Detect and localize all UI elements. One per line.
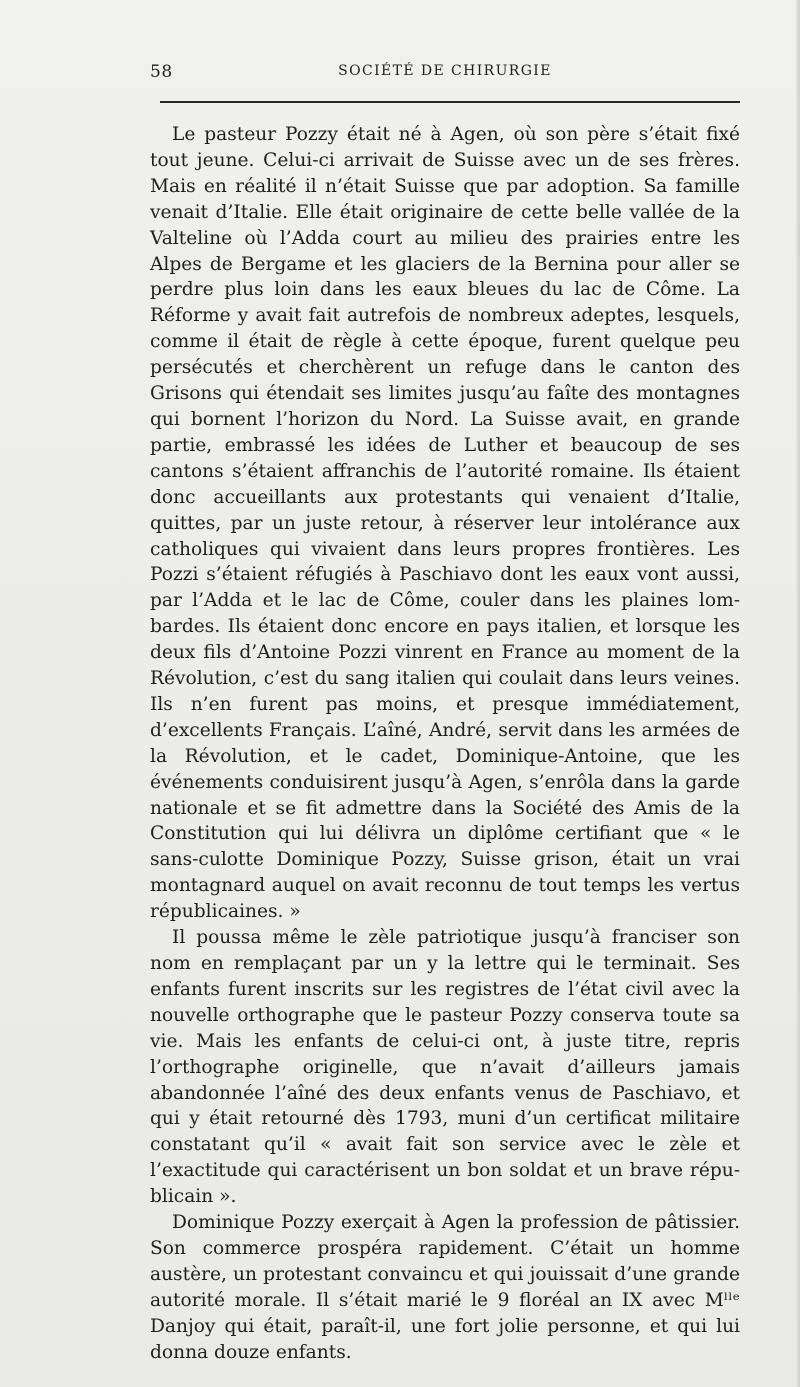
page-header xyxy=(150,62,740,88)
paragraph: Dominique Pozzy exerçait à Agen la profession de pâtissier. Son commerce prospéra rapidement. C’était un homme austère, un protestant convaincu et qui jouissait d’une grande autorité morale. Il s’était marié le 9 floréal an IX avec Mˡˡᵉ Danjoy qui était, paraît-il, une fort jolie personne, et qui lui donna douze enfants. xyxy=(150,1212,740,1363)
page-number: 58 xyxy=(150,62,173,82)
page-edge-shadow xyxy=(796,0,800,1387)
paragraph: Il poussa même le zèle patriotique jusqu’à franciser son nom en remplaçant par un y la lettre qui le terminait. Ses enfants furent inscrits sur les registres de l’état civil avec la nouvelle orthographe que le pasteur Pozzy conserva toute sa vie. Mais les enfants de celui-ci ont, à juste titre, repris l’orthographe originelle, que n’avait d’ailleurs jamais abandonnée l’aîné des deux enfants venus de Paschiavo, et qui y était retourné dès 1793, muni d’un certificat militaire constatant qu’il « avait fait son service avec le zèle et l’exactitude qui caractérisent un bon soldat et un brave républicain ». xyxy=(150,927,740,1208)
header-rule xyxy=(160,101,740,103)
paragraph: Le pasteur Pozzy était né à Agen, où son père s’était fixé tout jeune. Celui-ci arrivait de Suisse avec un de ses frères. Mais en réalité il n’était Suisse que par adoption. Sa famille venait d’Italie. Elle était originaire de cette belle vallée de la Valteline où l’Adda court au milieu des prairies entre les Alpes de Bergame et les glaciers de la Bernina pour aller se perdre plus loin dans les eaux bleues du lac de Côme. La Réforme y avait fait autrefois de nombreux adeptes, lesquels, comme il était de règle à cette époque, furent quelque peu persécutés et cherchèrent un refuge dans le canton des Grisons qui étendait ses limites jusqu’au faîte des montagnes qui bornent l’horizon du Nord. La Suisse avait, en grande partie, embrassé les idées de Luther et beaucoup de ses cantons s’étaient affranchis de l’autorité romaine. Ils étaient donc accueillants aux protestants qui venaient d’Italie, quittes, par un juste retour, à réserver leur intolérance aux catholiques qui vivaient dans leurs propres frontières. Les Pozzi s’étaient réfugiés à Paschiavo dont les eaux vont aussi, par l’Adda et le lac de Côme, couler dans les plaines lombardes. Ils étaient donc encore en pays italien, et lorsque les deux fils d’Antoine Pozzi vinrent en France au moment de la Révolution, c’est du sang italien qui coulait dans leurs veines. Ils n’en furent pas moins, et presque immédiatement, d’excellents Français. L’aîné, André, servit dans les armées de la Révolution, et le cadet, Dominique-Antoine, que les événements conduisirent jusqu’à Agen, s’enrôla dans la garde nationale et se fit admettre dans la Société des Amis de la Constitution qui lui délivra un diplôme certifiant que « le sans-culotte Dominique Pozzy, Suisse grison, était un vrai montagnard auquel on avait reconnu de tout temps les vertus républicaines. » xyxy=(150,124,740,923)
running-head: SOCIÉTÉ DE CHIRURGIE xyxy=(338,63,552,79)
body-text xyxy=(150,122,740,1366)
